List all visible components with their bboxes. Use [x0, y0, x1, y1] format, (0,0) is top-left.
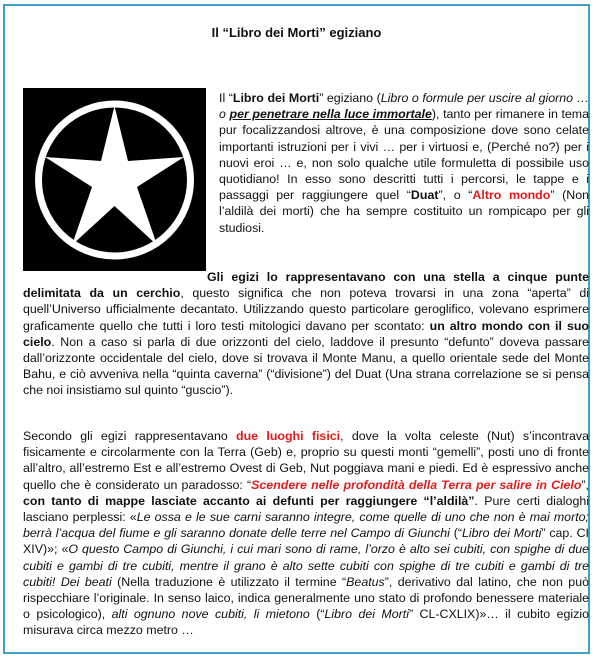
text: (“ [449, 526, 462, 541]
text: ” CL-CXLIX)»… il cubito egizio misurava circa mezzo metro … [23, 607, 589, 638]
book-title: Libro dei Morti [232, 91, 320, 105]
duat-term: Duat [410, 188, 439, 203]
star-image [23, 88, 206, 271]
text: ” (Non l’aldilà dei morti) che ha sempre costituito un rompicapo per gli studiosi. [219, 188, 589, 235]
bold-phrase: Gli egizi lo rappresentavano con una stella a cinque punte delimitata da un cerchio [23, 270, 589, 301]
text: (Nella traduzione è utilizzato il termine “ [111, 574, 347, 589]
text: Il “ [219, 91, 233, 105]
text: ”, o “ [438, 188, 473, 203]
page-title: Il “Libro dei Morti” egiziano [211, 25, 382, 40]
paragraph-intro [219, 90, 589, 236]
text: , dove la volta celeste (Nut) s’incontrava fisicamente e circolarmente con la Terra (Geb) e, proprio su questi monti “gemelli”, posti uno di fronte all’altro, all’estremo Est e all’estremo Ovest di Geb, Nut poggiava mani e piedi. Ed è espressivo anche quello che è considerato un paradosso: “ [23, 429, 589, 492]
text: (“ [309, 607, 325, 622]
red-phrase: due luoghi fisici [236, 429, 341, 443]
text: ” egiziano ( [319, 91, 381, 105]
text: Secondo gli egizi rappresentavano [23, 429, 237, 443]
italic-title: Libro dei Morti [462, 526, 542, 541]
italic-quote: alti ognuno nove cubiti, li mietono [111, 607, 310, 622]
bold-phrase: un altro mondo con il suo cielo [23, 318, 590, 349]
paragraph-stella [23, 269, 589, 399]
text: ), tanto per rimanere in tema pur focalizzandosi altrove, è una composizione dove sono celate importanti istruzioni per i vivi … per i virtuosi e, (Perché no?) per i nuovi eroi … e, non solo qualche utile formuletta di possibile uso quotidiano! In esso sono descritti tutti i percorsi, le tappe e i passaggi per raggiungere quel “ [219, 107, 589, 203]
text: ”, [581, 477, 589, 492]
article-frame [3, 4, 590, 654]
red-quote: Scendere nelle profondità della Terra per salire in Cielo [251, 477, 582, 492]
bold-phrase: con tanto di mappe lasciate accanto ai defunti per raggiungere “l’aldilà” [23, 493, 475, 508]
text: . Pure certi dialoghi lasciano perplessi: « [23, 493, 589, 525]
text: ” cap. CI XIV)»; « [23, 526, 589, 557]
subtitle: Libro o formule per uscire al giorno … o [219, 91, 590, 122]
paragraph-luoghi [23, 428, 589, 639]
italic-term: Beatus [346, 574, 385, 589]
italic-quote: O questo Campo di Giunchi, i cui mari sono di rame, l’orzo è alto sei cubiti, con spighe di due cubiti e gambi di tre cubiti, mentre il grano è alto sette cubiti con spighe di tre cubiti e gambi di tre cubiti! Dei beati [23, 542, 589, 589]
text: ”, derivativo dal latino, che non può rispecchiare l’originale. In senso laico, indica generalmente uno stato di profondo benessere materiale o psicologico), [23, 574, 589, 622]
italic-title: Libro dei Morti [324, 607, 409, 622]
five-pointed-star-in-circle-icon [23, 88, 206, 271]
underlined-phrase: per penetrare nella luce immortale [229, 107, 432, 122]
altro-mondo-term: Altro mondo [472, 188, 551, 203]
text: , questo significa che non poteva trovarsi in una zona “aperta” di quell’Universo ufficialmente decantato. Utilizzando questo particolare geroglifico, volevano esprimere graficamente quello che tutti i loro testi mitologici davano per scontato: [23, 286, 589, 333]
italic-quote: Le ossa e le sue carni saranno integre, come quelle di uno che non è mai morto; berrà l’acqua del fiume e gli saranno donate delle terre nel Campo di Giunchi [23, 510, 589, 541]
text: . Non a caso si parla di due orizzonti del cielo, laddove il presunto “defunto” doveva passare dall’orizzonte occidentale del cielo, dove si trovava il Monte Manu, a quello orientale sede del Monte Bahu, e ciò avveniva nella “quinta caverna” (“divisione”) del Duat (Una strana correlazione se si pensa che noi insistiamo sul quinto “guscio”). [23, 334, 589, 398]
